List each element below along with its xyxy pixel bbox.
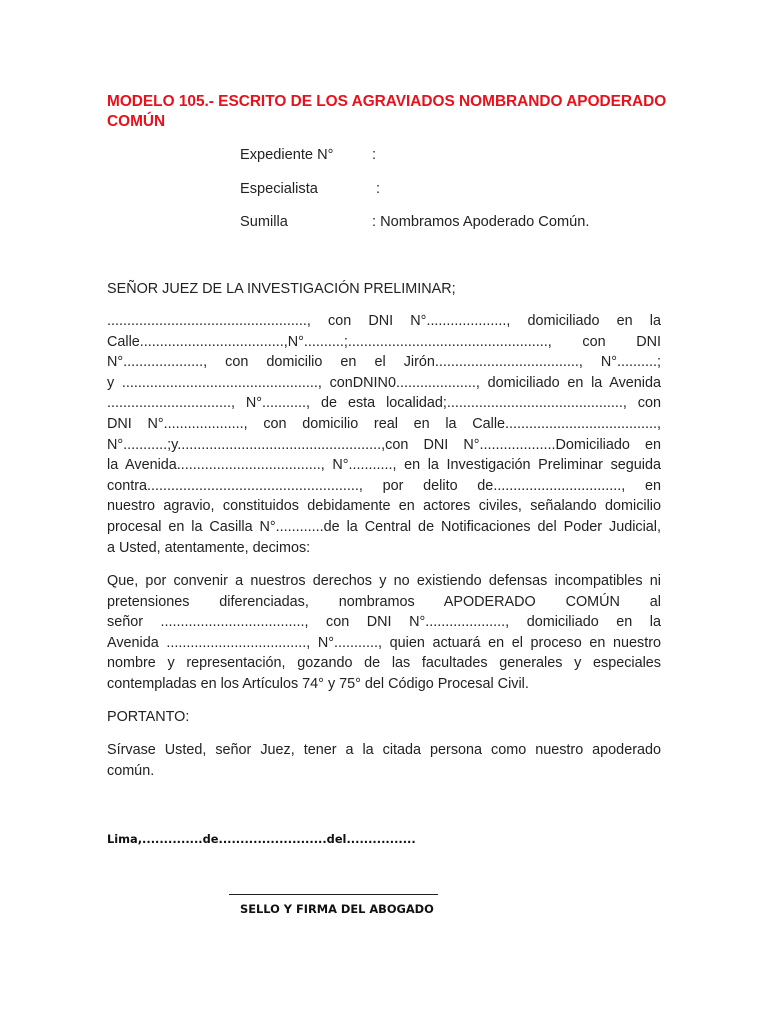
document-title: MODELO 105.- ESCRITO DE LOS AGRAVIADOS NOMBRANDO APODERADO COMÚN (107, 93, 667, 130)
field-value: : Nombramos Apoderado Común. (372, 214, 590, 230)
signature-label: SELLO Y FIRMA DEL ABOGADO (240, 902, 434, 916)
field-label: Expediente N° (240, 147, 334, 163)
text-line: nombre y representación, gozando de las facultades generales y especiales (107, 655, 661, 672)
portanto-heading: PORTANTO: (107, 709, 190, 725)
text-line: y ................................................., conDNIN0...................., domiciliado en la Avenida (107, 374, 661, 391)
field-label: Sumilla (240, 214, 288, 230)
text-line: contra....................................................., por delito de................................, en (107, 477, 661, 494)
date-line: Lima,..............de.........................del................ (107, 832, 416, 846)
signature-line (229, 894, 438, 895)
text-line: señor ...................................., con DNI N°...................., domiciliado en la (107, 614, 661, 631)
text-line: Avenida ..................................., N°..........., quien actuará en el proceso en nuestro (107, 634, 661, 651)
text-line: pretensiones diferenciadas, nombramos APODERADO COMÚN al (107, 593, 661, 610)
text-line: contempladas en los Artículos 74° y 75° del Código Procesal Civil. (107, 675, 529, 692)
salutation: SEÑOR JUEZ DE LA INVESTIGACIÓN PRELIMINAR; (107, 281, 456, 297)
field-value: : (376, 181, 381, 197)
text-line: N°...........;y...................................................,con DNI N°...................Domiciliado en (107, 436, 661, 453)
text-line: DNI N°...................., con domicilio real en la Calle......................................, (107, 415, 661, 432)
text-line: la Avenida...................................., N°..........., en la Investigación Preliminar seguida (107, 457, 661, 474)
paragraph-request (107, 740, 661, 781)
text-line: común. (107, 762, 155, 779)
paragraph-appointment (107, 571, 661, 695)
text-line: nuestro agravio, constituidos debidamente en actores civiles, señalando domicilio (107, 498, 661, 515)
text-line: Calle....................................,N°..........;.................................................., con DNI (107, 333, 661, 350)
text-line: N°...................., con domicilio en el Jirón...................................., N°..........; (107, 354, 661, 371)
text-line: a Usted, atentamente, decimos: (107, 539, 311, 556)
field-label: Especialista (240, 181, 318, 197)
text-line: Que, por convenir a nuestros derechos y no existiendo defensas incompatibles ni (107, 573, 661, 589)
text-line: Sírvase Usted, señor Juez, tener a la citada persona como nuestro apoderado (107, 742, 661, 758)
text-line: .................................................., con DNI N°...................., domiciliado en la (107, 313, 661, 329)
paragraph-parties (107, 311, 661, 558)
field-value: : (372, 147, 377, 163)
text-line: ..............................., N°..........., de esta localidad;............................................, con (107, 395, 661, 412)
text-line: procesal en la Casilla N°............de la Central de Notificaciones del Poder Judicial, (107, 518, 661, 535)
